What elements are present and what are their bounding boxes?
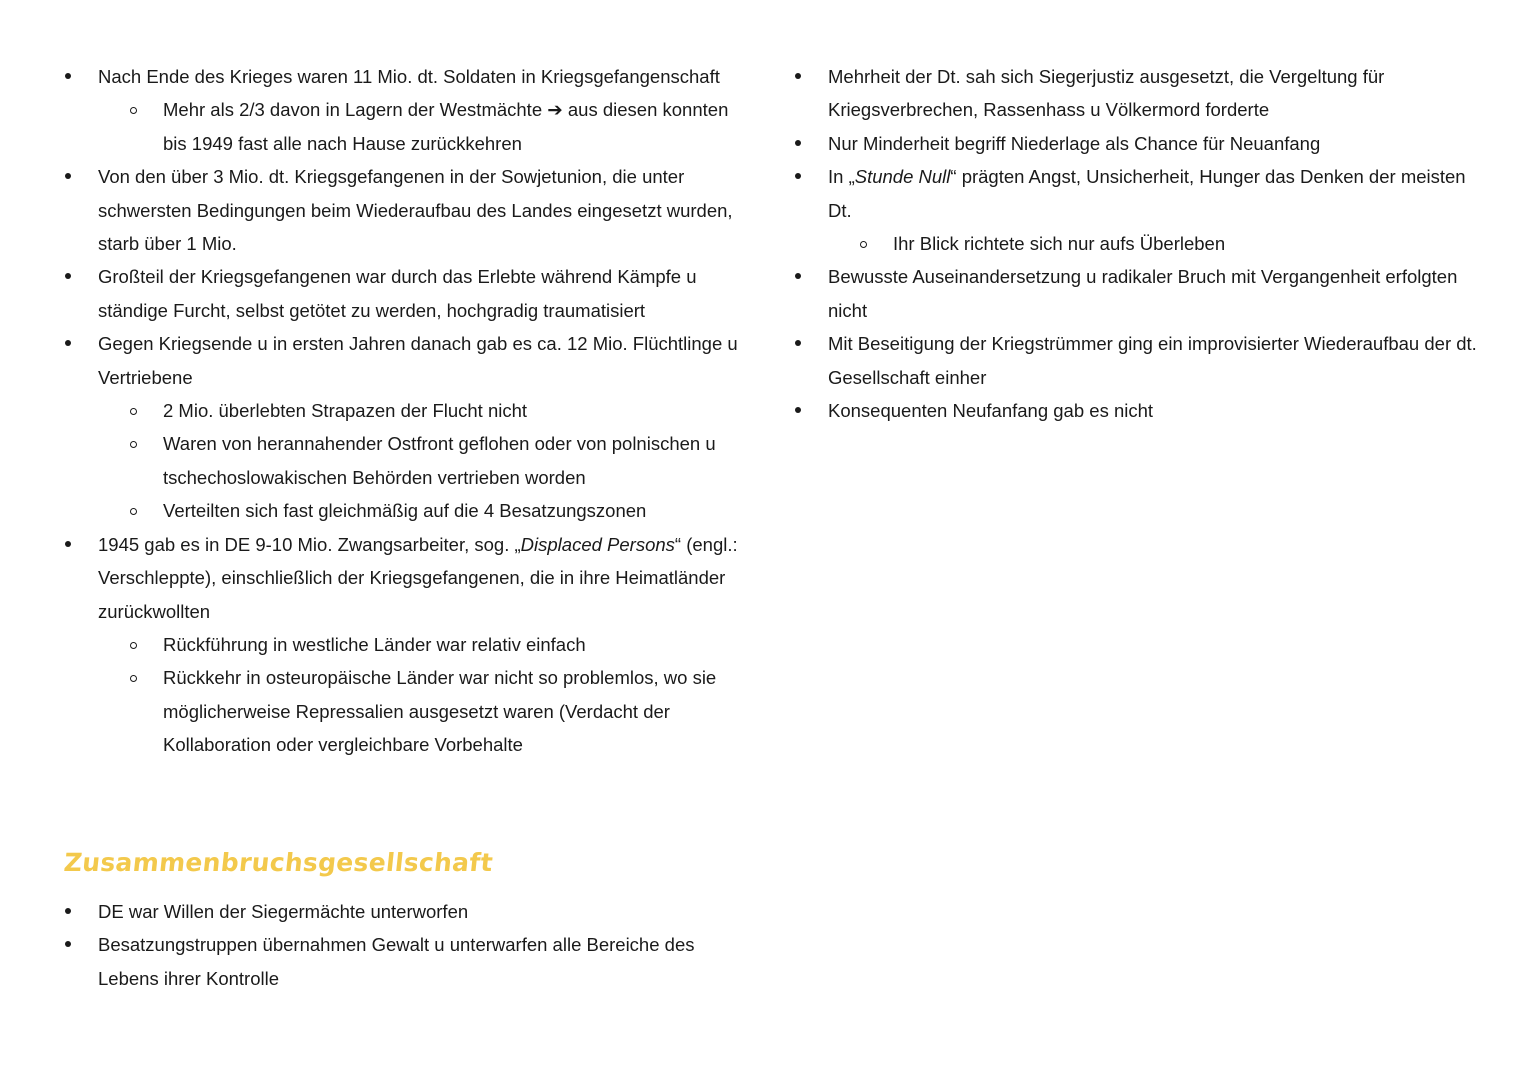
sub-list-item-text: Waren von herannahender Ostfront geflohen oder von polnischen u tschechoslowakischen Behörden vertrieben worden	[163, 433, 716, 488]
circle-bullet-icon	[130, 508, 137, 515]
circle-bullet-icon	[130, 408, 137, 415]
circle-bullet-icon	[130, 107, 137, 114]
list-item	[60, 160, 740, 260]
circle-bullet-icon	[860, 241, 867, 248]
list-item	[60, 327, 740, 527]
list-item	[60, 260, 740, 327]
list-item	[790, 394, 1490, 427]
sub-list-item-text: 2 Mio. überlebten Strapazen der Flucht nicht	[163, 400, 528, 422]
list-item-text: Großteil der Kriegsgefangenen war durch das Erlebte während Kämpfe u ständige Furcht, selbst getötet zu werden, hochgradig traumatisiert	[98, 266, 697, 321]
list-item-text-part: “ prägten Angst, Unsicherheit, Hunger das Denken der meisten Dt.	[828, 166, 1466, 221]
circle-bullet-icon	[130, 675, 137, 682]
sub-list-item-text: Ihr Blick richtete sich nur aufs Überleben	[893, 233, 1226, 255]
sub-list-item-text: Rückführung in westliche Länder war relativ einfach	[163, 633, 586, 655]
left-column-bottom	[60, 895, 740, 995]
bullet-icon	[65, 73, 71, 79]
bullet-icon	[795, 140, 801, 146]
list-item-text: Besatzungstruppen übernahmen Gewalt u unterwarfen alle Bereiche des Lebens ihrer Kontrolle	[98, 934, 695, 989]
list-item	[790, 327, 1490, 394]
sub-list-item-text: Mehr als 2/3 davon in Lagern der Westmächte ➔ aus diesen konnten bis 1949 fast alle nach Hause zurückkehren	[163, 99, 729, 154]
bullet-icon	[795, 273, 801, 279]
right-column	[790, 60, 1490, 427]
sub-list-item	[125, 93, 740, 160]
sub-list-item-text: Rückkehr in osteuropäische Länder war nicht so problemlos, wo sie möglicherweise Repressalien ausgesetzt waren (Verdacht der Kollaboration oder vergleichbare Vorbehalte	[163, 667, 717, 756]
list-item	[60, 928, 740, 995]
list-item-text-part: 1945 gab es in DE 9-10 Mio. Zwangsarbeiter, sog. „	[98, 533, 521, 555]
sub-list	[125, 628, 740, 762]
sub-list-item	[125, 427, 740, 494]
bullet-icon	[65, 273, 71, 279]
sub-list-item	[125, 661, 740, 761]
sub-list-item-text: Verteilten sich fast gleichmäßig auf die 4 Besatzungszonen	[163, 500, 647, 522]
list-item	[60, 895, 740, 928]
sub-list-item	[125, 494, 740, 527]
list-item-emphasis: Displaced Persons	[520, 533, 675, 555]
section-heading: Zusammenbruchsgesellschaft	[62, 848, 495, 877]
left-column	[60, 60, 740, 762]
bullet-icon	[795, 73, 801, 79]
list-item-text: Von den über 3 Mio. dt. Kriegsgefangenen in der Sowjetunion, die unter schwersten Bedingungen beim Wiederaufbau des Landes eingesetzt wurden, starb über 1 Mio.	[98, 166, 733, 255]
bullet-icon	[65, 173, 71, 179]
list-item-text: Mit Beseitigung der Kriegstrümmer ging ein improvisierter Wiederaufbau der dt. Gesellschaft einher	[828, 333, 1477, 388]
list-item-emphasis: Stunde Null	[854, 166, 951, 188]
bullet-list	[60, 895, 740, 995]
list-item-text: Nach Ende des Krieges waren 11 Mio. dt. Soldaten in Kriegsgefangenschaft	[98, 66, 720, 87]
bullet-icon	[65, 340, 71, 346]
circle-bullet-icon	[130, 642, 137, 649]
list-item	[60, 528, 740, 762]
sub-list	[855, 227, 1490, 260]
circle-bullet-icon	[130, 441, 137, 448]
bullet-list	[60, 60, 740, 762]
bullet-icon	[65, 941, 71, 947]
sub-list	[125, 93, 740, 160]
bullet-icon	[795, 173, 801, 179]
sub-list-item	[125, 394, 740, 427]
bullet-icon	[795, 407, 801, 413]
list-item	[60, 60, 740, 160]
list-item-text-part: “ (engl.: Verschleppte), einschließlich der Kriegsgefangenen, die in ihre Heimatländer zurückwollten	[98, 533, 738, 622]
sub-list-item	[855, 227, 1490, 260]
list-item	[790, 160, 1490, 260]
bullet-list	[790, 60, 1490, 427]
sub-list	[125, 394, 740, 528]
bullet-icon	[65, 908, 71, 914]
list-item	[790, 127, 1490, 160]
list-item-text: Gegen Kriegsende u in ersten Jahren danach gab es ca. 12 Mio. Flüchtlinge u Vertriebene	[98, 333, 738, 388]
list-item-text: Konsequenten Neufanfang gab es nicht	[828, 400, 1154, 422]
list-item-text: DE war Willen der Siegermächte unterworfen	[98, 901, 469, 922]
list-item-text: Nur Minderheit begriff Niederlage als Chance für Neuanfang	[828, 132, 1321, 154]
bullet-icon	[65, 541, 71, 547]
list-item-text: Bewusste Auseinandersetzung u radikaler Bruch mit Vergangenheit erfolgten nicht	[828, 266, 1458, 321]
list-item-text: Mehrheit der Dt. sah sich Siegerjustiz ausgesetzt, die Vergeltung für Kriegsverbrechen, Rassenhass u Völkermord forderte	[828, 66, 1385, 121]
bullet-icon	[795, 340, 801, 346]
sub-list-item	[125, 628, 740, 661]
list-item	[790, 60, 1490, 127]
list-item-text-part: In „	[828, 166, 855, 188]
list-item	[790, 260, 1490, 327]
